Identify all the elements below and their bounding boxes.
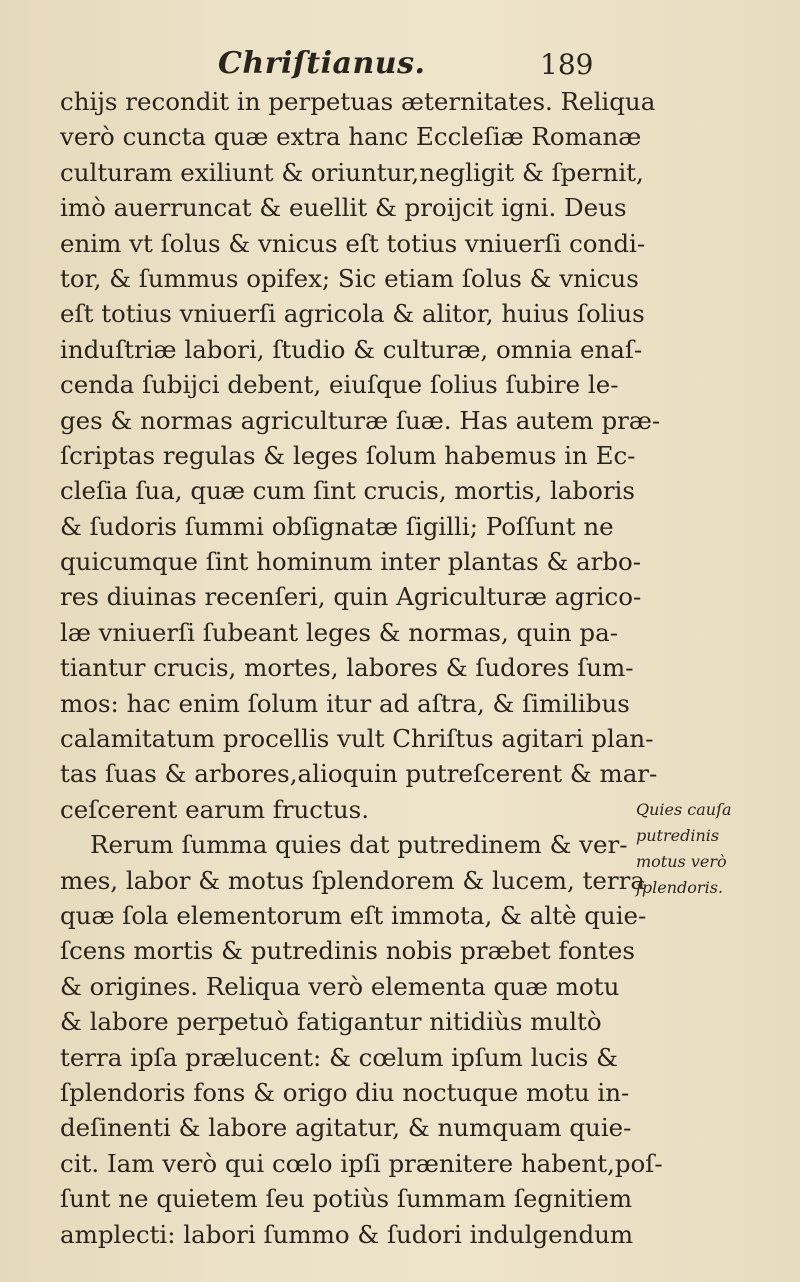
text-line: læ vniuerſi ſubeant leges & normas, quin pa- bbox=[60, 617, 618, 647]
text-line: mos: hac enim ſolum itur ad aſtra, & ſimilibus bbox=[60, 688, 630, 718]
text-line: quicumque ſint hominum inter plantas & arbo- bbox=[60, 547, 642, 577]
text-line: ſplendoris fons & origo diu noctuque motu in- bbox=[60, 1077, 630, 1107]
text-line: & labore perpetuò fatigantur nitidiùs multò bbox=[60, 1007, 602, 1037]
margin-note-line: motus verò bbox=[636, 852, 727, 871]
body-text bbox=[60, 84, 663, 1252]
text-line-paragraph-start: Rerum ſumma quies dat putredinem & ver- bbox=[90, 830, 628, 860]
text-line: ges & normas agriculturæ ſuæ. Has autem præ- bbox=[60, 405, 661, 435]
text-line: tas ſuas & arbores,alioquin putreſcerent & mar- bbox=[60, 759, 658, 789]
margin-note-line: Quies cauſa bbox=[636, 800, 732, 819]
text-line: ſunt ne quietem ſeu potiùs ſummam ſegnitiem bbox=[60, 1184, 633, 1214]
text-line: enim vt ſolus & vnicus eſt totius vniuerſi condi- bbox=[60, 228, 646, 258]
text-line: cenda ſubijci debent, eiuſque ſolius ſubire le- bbox=[60, 370, 619, 400]
text-line: verò cuncta quæ extra hanc Eccleſiæ Romanæ bbox=[60, 122, 642, 152]
marginal-note bbox=[636, 797, 796, 901]
margin-note-line: ſplendoris. bbox=[636, 878, 723, 897]
text-line: ſcens mortis & putredinis nobis præbet fontes bbox=[60, 936, 635, 966]
text-line: mes, labor & motus ſplendorem & lucem, terra bbox=[60, 865, 645, 895]
text-line: chijs recondit in perpetuas æternitates. Reliqua bbox=[60, 87, 656, 116]
text-line: imò auerruncat & euellit & proijcit igni. Deus bbox=[60, 193, 627, 223]
text-line: cit. Iam verò qui cœlo ipſi prænitere habent,poſ- bbox=[60, 1148, 663, 1178]
text-line: amplecti: labori ſummo & ſudori indulgendum bbox=[60, 1219, 634, 1249]
text-line: calamitatum procellis vult Chriſtus agitari plan- bbox=[60, 724, 654, 754]
running-head bbox=[0, 38, 800, 88]
text-line: cleſia ſua, quæ cum ſint crucis, mortis, laboris bbox=[60, 476, 635, 506]
text-line: terra ipſa prælucent: & cœlum ipſum lucis & bbox=[60, 1042, 618, 1072]
margin-note-line: putredinis bbox=[636, 826, 720, 845]
text-line: & ſudoris ſummi obſignatæ ſigilli; Poſſunt ne bbox=[60, 511, 614, 541]
running-title: Chriſtianus. bbox=[218, 46, 426, 81]
text-line: tiantur crucis, mortes, labores & ſudores ſum- bbox=[60, 653, 634, 683]
page-number: 189 bbox=[540, 48, 594, 81]
text-line: induſtriæ labori, ſtudio & culturæ, omnia enaſ- bbox=[60, 334, 643, 364]
text-line: culturam exiliunt & oriuntur,negligit & ſpernit, bbox=[60, 157, 644, 187]
text-line: eſt totius vniuerſi agricola & alitor, huius ſolius bbox=[60, 299, 645, 329]
text-line: res diuinas recenſeri, quin Agriculturæ agrico- bbox=[60, 582, 642, 612]
text-line: tor, & ſummus opifex; Sic etiam ſolus & vnicus bbox=[60, 263, 639, 293]
text-line: ceſcerent earum fructus. bbox=[60, 794, 370, 824]
text-line: deſinenti & labore agitatur, & numquam quie- bbox=[60, 1113, 632, 1143]
text-line: quæ ſola elementorum eſt immota, & altè quie- bbox=[60, 900, 647, 930]
text-line: ſcriptas regulas & leges ſolum habemus in Ec- bbox=[60, 440, 636, 470]
text-line: & origines. Reliqua verò elementa quæ motu bbox=[60, 971, 620, 1001]
